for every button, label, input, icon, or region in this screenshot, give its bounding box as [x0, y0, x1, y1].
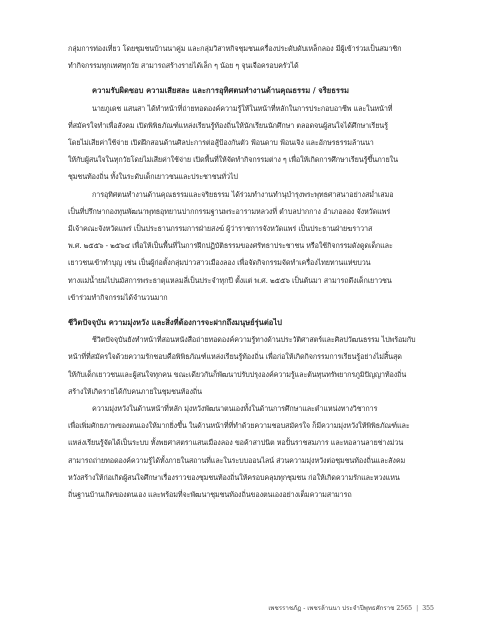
text-line: เข้าร่วมทำกิจกรรมได้จำนวนมาก [68, 292, 168, 302]
text-line: เป็นที่ปรึกษากองทุนพัฒนาพุทธอุทยานปากกรรมฐานพระอารามหลวงที่ ตำบลปากกาง อำเภอลอง จังหวัดแพร่ [68, 206, 391, 216]
text-line: นายภูเดช แสนสา ได้ทำหน้าที่ถ่ายทอดองค์ความรู้ให้ในหน้าที่หลักในการประกอบอาชีพ และในหน้าที่ [92, 103, 393, 113]
paragraph-intro [68, 40, 436, 74]
text-line: ทำกิจกรรมทุกเทศทุกวัย สามารถสร้างรายได้เล็ก ๆ น้อย ๆ จุนเจือครอบครัวได้ [68, 61, 299, 71]
text-line: เพื่อเพิ่มศักยภาพของตนเองให้มากยิ่งขึ้น ในด้านหน้าที่ที่ทำด้วยความชอบสมัครใจ ก็มีความมุ่งหวังให้พิพิธภัณฑ์และ [68, 421, 410, 431]
paragraph-aspirations [68, 400, 436, 503]
text-line: การอุทิศตนทำงานด้านคุณธรรมและจริยธรรม ได้ร่วมทำงานทำนุบำรุงพระพุทธศาสนาอย่างสม่ำเสมอ [92, 189, 394, 199]
text-line: มีเจ้าคณะจังหวัดแพร่ เป็นประธานกรรมการฝ่ายสงฆ์ ผู้ว่าราชการจังหวัดแพร่ เป็นประธานฝ่ายฆราวาส [68, 224, 373, 234]
text-line: ความมุ่งหวังในด้านหน้าที่หลัก มุ่งหวังพัฒนาตนเองทั้งในด้านการศึกษาและตำแหน่งทางวิชาการ [92, 404, 378, 414]
text-line: ที่สมัครใจทำเพื่อสังคม เปิดพิพิธภัณฑ์แหล่งเรียนรู้ท้องถิ่นให้นักเรียนนักศึกษา ตลอดจนผู้สนใจได้ศึกษาเรียนรู้ [68, 120, 388, 130]
text-line: ให้กับเด็กเยาวชนและผู้สนใจทุกคน ขณะเดียวกันก็พัฒนาปรับปรุงองค์ความรู้และต้นทุนทรัพยากรภูมิปัญญาท้องถิ่น [68, 369, 407, 379]
text-line: หวังสร้างให้ก่อเกิดผู้สนใจศึกษาเรื่องราวของชุมชนท้องถิ่นให้ครอบคลุมทุกชุมชน ก่อให้เกิดความรักและหวงแหน [68, 472, 400, 482]
paragraph-current-life [68, 331, 436, 400]
text-line: โดยไม่เสียค่าใช้จ่าย เปิดฝึกสอนด้านศิลปะการต่อสู้ป้องกันตัว ฟ้อนดาบ ฟ้อนเจิง และอักษรธรรมล้านนา [68, 138, 374, 148]
text-line: ทางแม่น้ำยมไปนมัสการพระธาตุแหลมลี่เป็นประจำทุกปี ตั้งแต่ พ.ศ. ๒๕๕๖ เป็นต้นมา สามารถดึงเด็กเยาวชน [68, 275, 392, 285]
text-line: พ.ศ. ๒๕๕๖ - ๒๕๖๔ เพื่อให้เป็นพื้นที่ในการฝึกปฏิบัติธรรมของศรัทธาประชาชน หรือใช้กิจกรรมดังดูดเด็กและ [68, 241, 393, 251]
section-heading-current-life: ชีวิตปัจจุบัน ความมุ่งหวัง และสิ่งที่ต้องการจะฝากถึงมนุษย์รุ่นต่อไป [68, 318, 282, 328]
page-number: 355 [422, 605, 434, 612]
text-line: สามารถถ่ายทอดองค์ความรู้ได้ทั้งภายในสถานที่และในระบบออนไลน์ ส่วนความมุ่งหวังต่อชุมชนท้องถิ่นและสังคม [68, 455, 406, 465]
document-body [68, 40, 436, 503]
publication-title: เพชรราชภัฏ - เพชรล้านนา ประจำปีพุทธศักราช 2565 [268, 605, 413, 612]
text-line: กลุ่มการท่องเที่ยว โดยชุมชนบ้านนาคู่ม และกลุ่มวิสาหกิจชุมชนเครื่องประดับดับเหล็กลอง มีผู้เข้าร่วมเป็นสมาชิก [68, 44, 402, 53]
footer-separator: | [416, 605, 419, 612]
text-line: หน้าที่ที่สมัครใจด้วยความรักชอบคือพิพิธภัณฑ์แหล่งเรียนรู้ท้องถิ่น เพื่อก่อให้เกิดกิจกรรมการเรียนรู้อย่างไม่สิ้นสุด [68, 352, 402, 362]
text-line: ให้กับผู้สนใจในทุกวัยโดยไม่เสียค่าใช้จ่าย เปิดพื้นที่ให้จัดทำกิจกรรมต่าง ๆ เพื่อให้เกิดการศึกษาเรียนรู้ขึ้นภายใน [68, 155, 398, 165]
paragraph-responsibility [68, 100, 436, 186]
text-line: ถิ่นฐานบ้านเกิดของตนเอง และพร้อมที่จะพัฒนาชุมชนท้องถิ่นของตนเองอย่างเต็มความสามารถ [68, 490, 352, 500]
text-line: ชีวิตปัจจุบันยังทำหน้าที่สอนหนังสือถ่ายทอดองค์ความรู้ทางด้านประวัติศาสตร์และศิลปวัฒนธรรม ไปพร้อมกับ [92, 335, 416, 345]
text-line: เยาวชนเข้าทำบุญ เช่น เป็นผู้ก่อตั้งกลุ่มบ่าวสาวเมืองลอง เพื่อจัดกิจกรรมจัดทำเครื่องไทยทานแห่ขบวน [68, 258, 371, 268]
paragraph-dedication [68, 186, 436, 306]
text-line: แหล่งเรียนรู้จัดได้เป็นระบบ ทั้งพยศาสตราแสนเมืองลอง ขอค้าสาปนิต หอปั้นราชสมภาร และหอลานลายช่างม่วน [68, 438, 404, 448]
text-line: สร้างให้เกิดรายได้กับคนภายในชุมชนท้องถิ่น [68, 386, 202, 396]
section-heading-responsibility: ความรับผิดชอบ ความเสียสละ และการอุทิศตนทำงานด้านคุณธรรม / จริยธรรม [92, 86, 350, 96]
text-line: ชุมชนท้องถิ่น ทั้งในระดับเด็กเยาวชนและประชาชนทั่วไป [68, 172, 238, 182]
page-footer [268, 603, 434, 613]
